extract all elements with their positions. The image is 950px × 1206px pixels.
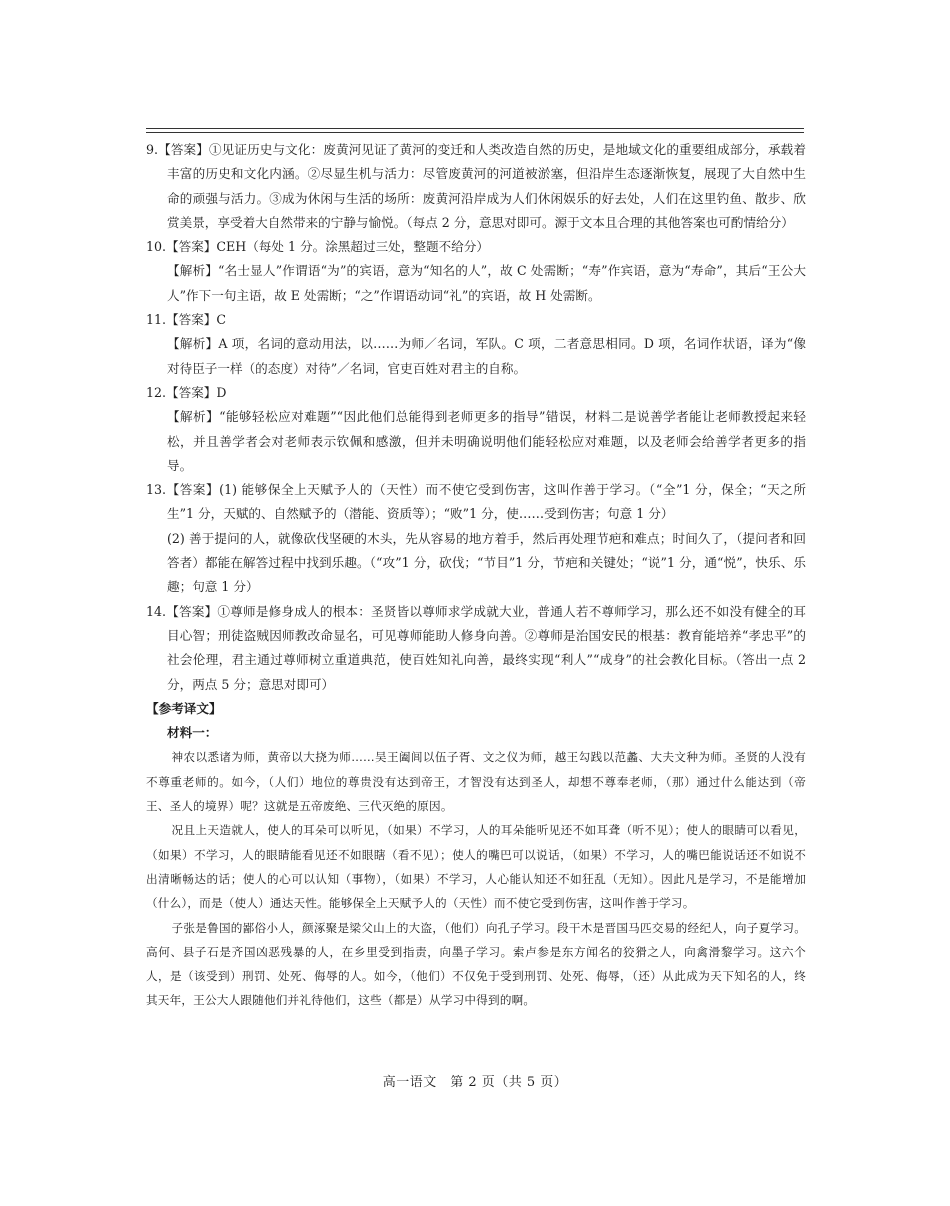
q14-answer: 14.【答案】①尊师是修身成人的根本：圣贤皆以尊师求学成就大业，普通人若不尊师学习，那么还不如没有健全的耳目心智；刑徒盗贼因师教改命显名，可见尊师能助人修身向善。②尊师是治国安民的根基：教育能培养“孝忠平”的社会伦理，君主通过尊师树立重道典范，使百姓知礼向善，最终实现“利人”“成身”的社会教化目标。（答出一点 2 分，两点 5 分；意思对即可） — [146, 603, 806, 692]
translation-paragraph-1: 神农以悉诸为师，黄帝以大挠为师……吴王阖闾以伍子胥、文之仪为师，越王勾践以范蠡、大夫文种为师。圣贤的人没有不尊重老师的。如今，（人们）地位的尊贵没有达到帝王，才智没有达到圣人，却想不尊奉老师，（那）通过什么能达到（帝王、圣人的境界）呢？这就是五帝废绝、三代灭绝的原因。 — [146, 750, 806, 814]
material1-label: 材料一： — [167, 725, 218, 741]
q11-analysis: 【解析】A 项，名词的意动用法，以……为师／名词，军队。C 项，二者意思相同。D 项，名词作状语，译为“像对待臣子一样（的态度）对待”／名词，官吏百姓对君主的自称。 — [167, 336, 806, 376]
top-rule — [146, 128, 804, 129]
translation-paragraph-3: 子张是鲁国的鄙俗小人，颜涿聚是梁父山上的大盗，（他们）向孔子学习。段干木是晋国马匹交易的经纪人，向子夏学习。高何、县子石是齐国凶恶残暴的人，在乡里受到指责，向墨子学习。索卢参是东方闻名的狡猾之人，向禽滑黎学习。这六个人，是（该受到）刑罚、处死、侮辱的人。如今，（他们）不仅免于受到刑罚、处死、侮辱，（还）从此成为天下知名的人，终其天年，王公大人跟随他们并礼待他们，这些（都是）从学习中得到的啊。 — [146, 920, 806, 1008]
translation-paragraph-2: 况且上天造就人，使人的耳朵可以听见，（如果）不学习，人的耳朵能听见还不如耳聋（听不见）；使人的眼睛可以看见，（如果）不学习，人的眼睛能看见还不如眼瞎（看不见）；使人的嘴巴可以说话，（如果）不学习，人的嘴巴能说话还不如说不出清晰畅达的话；使人的心可以认知（事物），（如果）不学习，人心能认知还不如狂乱（无知）。因此凡是学习，不是能增加（什么），而是（使人）通达天性。能够保全上天赋予人的（天性）而不使它受到伤害，这叫作善于学习。 — [146, 823, 806, 911]
q10-answer: 10.【答案】CEH（每处 1 分。涂黑超过三处，整题不给分） — [146, 239, 489, 255]
page-footer: 高一语文 第 2 页（共 5 页） — [382, 1075, 568, 1090]
q13-part2: (2) 善于提问的人，就像砍伐坚硬的木头，先从容易的地方着手，然后再处理节疤和难点；时间久了，（提问者和回答者）都能在解答过程中找到乐趣。（“攻”1 分，砍伐；“节目”1 分，节疤和关键处；“说”1 分，通“悦”，快乐、乐趣；句意 1 分） — [167, 530, 806, 595]
q10-analysis: 【解析】“名士显人”作谓语“为”的宾语，意为“知名的人”，故 C 处需断；“寿”作宾语，意为“寿命”，其后“王公大人”作下一句主语，故 E 处需断；“之”作谓语动词“礼”的宾语，故 H 处需断。 — [167, 263, 806, 303]
q12-answer: 12.【答案】D — [146, 384, 227, 400]
q9-answer: 9.【答案】①见证历史与文化：废黄河见证了黄河的变迁和人类改造自然的历史，是地域文化的重要组成部分，承载着丰富的历史和文化内涵。②尽显生机与活力：尽管废黄河的河道被淤塞，但沿岸生态逐渐恢复，展现了大自然中生命的顽强与活力。③成为休闲与生活的场所：废黄河沿岸成为人们休闲娱乐的好去处，人们在这里钓鱼、散步、欣赏美景，享受着大自然带来的宁静与愉悦。（每点 2 分，意思对即可。源于文本且合理的其他答案也可酌情给分） — [146, 142, 806, 230]
q12-analysis: 【解析】“能够轻松应对难题”“因此他们总能得到老师更多的指导”错误，材料二是说善学者能让老师教授起来轻松，并且善学者会对老师表示钦佩和感激，但并未明确说明他们能轻松应对难题，以及老师会给善学者更多的指导。 — [167, 409, 806, 473]
translation-heading: 【参考译文】 — [146, 700, 222, 716]
q13-answer: 13.【答案】(1) 能够保全上天赋予人的（天性）而不使它受到伤害，这叫作善于学习。（“全”1 分，保全；“天之所生”1 分，天赋的、自然赋予的（潜能、资质等）；“败”1 分，使……受到伤害；句意 1 分） — [146, 482, 806, 522]
q11-answer: 11.【答案】C — [146, 312, 227, 328]
answer-content — [146, 138, 806, 1013]
top-rule-thin — [146, 132, 804, 133]
